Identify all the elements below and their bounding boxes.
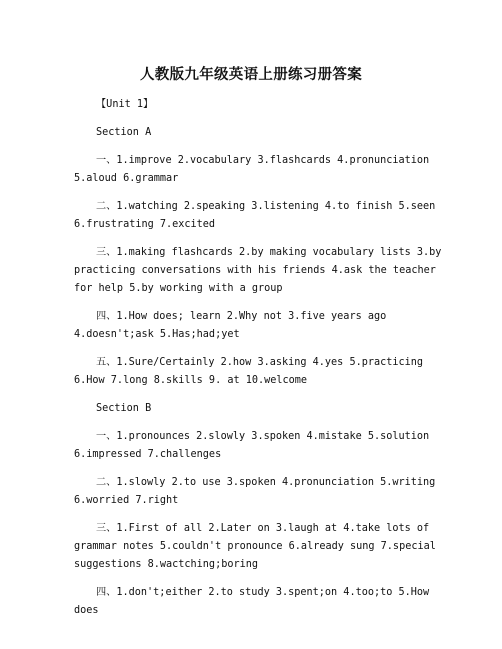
answer-line: 二、1.slowly 2.to use 3.spoken 4.pronunciation 5.writing — [96, 477, 436, 488]
answer-line: 四、1.How does; learn 2.Why not 3.five years ago — [96, 311, 387, 322]
answer-line: 6.frustrating 7.excited — [74, 219, 216, 230]
answer-line: 二、1.watching 2.speaking 3.listening 4.to finish 5.seen — [96, 201, 436, 212]
section-b-item-2 — [74, 474, 434, 510]
section-a-heading: Section A — [96, 127, 152, 138]
section-a-item-1 — [74, 152, 434, 188]
answer-line: does — [74, 605, 99, 616]
answer-line: 6.How 7.long 8.skills 9. at 10.welcome — [74, 375, 308, 386]
section-b-item-3 — [74, 520, 434, 574]
answer-line: grammar notes 5.couldn't pronounce 6.already sung 7.special — [74, 541, 436, 552]
section-b-heading: Section B — [96, 403, 152, 414]
answer-line: for help 5.by working with a group — [74, 283, 283, 294]
answer-line: 三、1.First of all 2.Later on 3.laugh at 4.take lots of — [96, 523, 430, 534]
answer-line: 4.doesn't;ask 5.Has;had;yet — [74, 329, 240, 340]
document-body — [74, 96, 442, 630]
answer-line: 5.aloud 6.grammar — [74, 173, 179, 184]
section-a-item-5 — [74, 354, 434, 390]
answer-line: suggestions 8.wactching;boring — [74, 559, 259, 570]
answer-line: 一、1.improve 2.vocabulary 3.flashcards 4.pronunciation — [96, 155, 430, 166]
section-b-item-1 — [74, 428, 434, 464]
section-b-item-4 — [74, 584, 434, 620]
section-a-item-3 — [74, 244, 442, 298]
section-a-item-4 — [74, 308, 434, 344]
answer-line: 三、1.making flashcards 2.by making vocabulary lists 3.by — [96, 247, 442, 258]
section-a-item-2 — [74, 198, 434, 234]
unit-heading: 【Unit 1】 — [96, 99, 154, 110]
answer-line: 五、1.Sure/Certainly 2.how 3.asking 4.yes 5.practicing — [96, 357, 424, 368]
answer-line: 四、1.don't;either 2.to study 3.spent;on 4.too;to 5.How — [96, 587, 430, 598]
answer-line: 6.worried 7.right — [74, 495, 179, 506]
answer-line: practicing conversations with his friends 4.ask the teacher — [74, 265, 436, 276]
answer-line: 一、1.pronounces 2.slowly 3.spoken 4.mistake 5.solution — [96, 431, 430, 442]
document-title: 人教版九年级英语上册练习册答案 — [140, 67, 362, 83]
answer-line: 6.impressed 7.challenges — [74, 449, 222, 460]
